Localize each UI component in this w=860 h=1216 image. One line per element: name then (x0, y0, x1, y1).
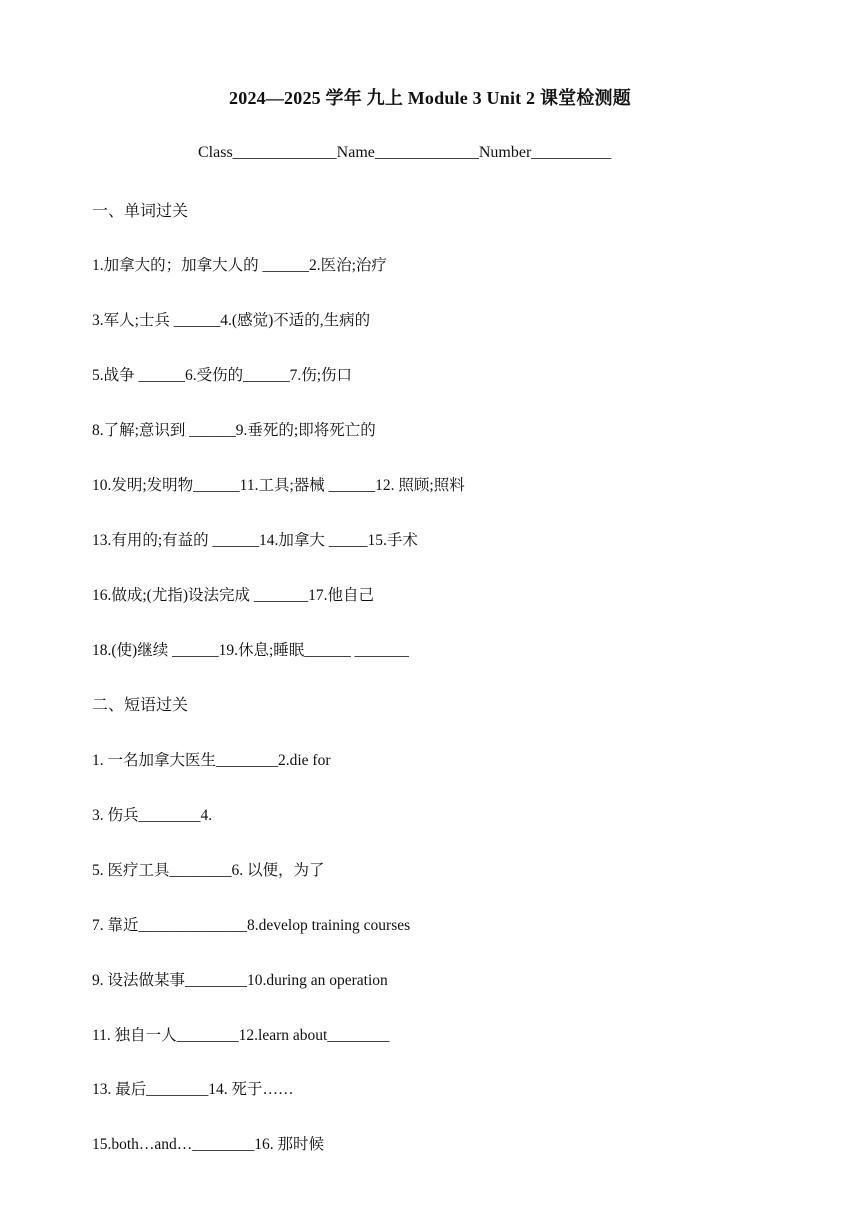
page-title: 2024—2025 学年 九上 Module 3 Unit 2 课堂检测题 (229, 88, 631, 108)
phrase-line: 5. 医疗工具________6. 以便，为了 (92, 862, 325, 879)
vocab-line: 8.了解;意识到 ______9.垂死的;即将死亡的 (92, 422, 376, 439)
student-info-line: Class_____________Name_____________Number__________ (198, 144, 612, 161)
section-title-vocabulary: 一、单词过关 (92, 203, 189, 220)
phrase-line: 3. 伤兵________4. (92, 807, 213, 824)
phrase-line: 9. 设法做某事________10.during an operation (92, 972, 388, 989)
vocab-line: 5.战争 ______6.受伤的______7.伤;伤口 (92, 367, 353, 384)
vocab-line: 18.(使)继续 ______19.休息;睡眠______ _______ (92, 642, 409, 659)
phrase-line: 11. 独自一人________12.learn about________ (92, 1027, 390, 1044)
section-title-phrases: 二、短语过关 (92, 697, 189, 714)
vocab-line: 3.军人;士兵 ______4.(感觉)不适的,生病的 (92, 312, 371, 329)
phrase-line: 1. 一名加拿大医生________2.die for (92, 752, 331, 769)
vocab-line: 10.发明;发明物______11.工具;器械 ______12. 照顾;照料 (92, 477, 465, 494)
vocab-line: 1.加拿大的；加拿大人的 ______2.医治;治疗 (92, 257, 387, 274)
vocab-line: 16.做成;(尤指)设法完成 _______17.他自己 (92, 587, 375, 604)
phrase-line: 15.both…and…________16. 那时候 (92, 1136, 325, 1153)
phrase-line: 7. 靠近______________8.develop training courses (92, 917, 411, 934)
vocab-line: 13.有用的;有益的 ______14.加拿大 _____15.手术 (92, 532, 418, 549)
phrase-line: 13. 最后________14. 死于…… (92, 1081, 294, 1098)
